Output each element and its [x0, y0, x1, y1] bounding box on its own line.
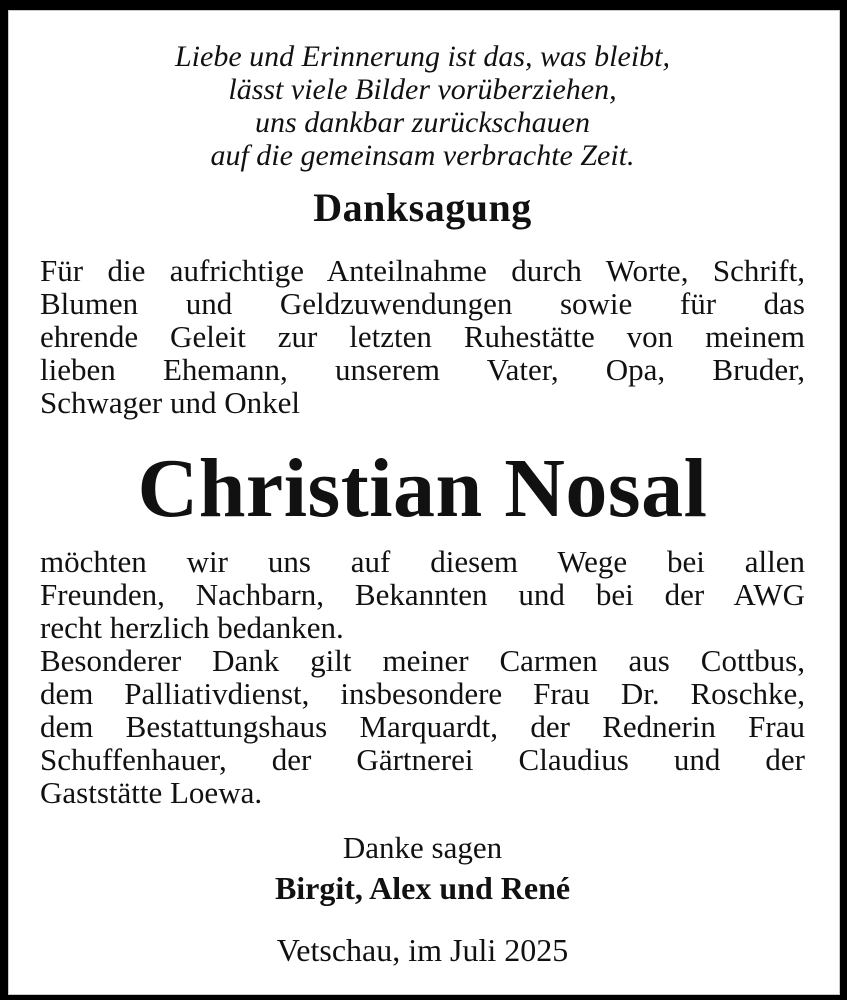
- special-thanks-paragraph-line: Gaststätte Loewa.: [40, 775, 263, 810]
- place-date: Vetschau, im Juli 2025: [276, 932, 569, 968]
- intro-paragraph-line: Schwager und Onkel: [40, 385, 300, 420]
- intro-paragraph-line: Blumen und Geldzuwendungen sowie für das: [40, 286, 805, 321]
- deceased-name: Christian Nosal: [137, 442, 708, 535]
- thanks-paragraph: [40, 545, 805, 644]
- memorial-verse-line: Liebe und Erinnerung ist das, was bleibt,: [175, 40, 670, 73]
- intro-paragraph-line: ehrende Geleit zur letzten Ruhestätte von meinem: [40, 319, 805, 354]
- memorial-verse-line: uns dankbar zurückschauen: [255, 106, 590, 139]
- intro-paragraph-line: lieben Ehemann, unserem Vater, Opa, Bruder,: [40, 352, 805, 387]
- notice-content: [8, 40, 840, 967]
- thanks-paragraph-line: möchten wir uns auf diesem Wege bei allen: [40, 544, 805, 579]
- memorial-verse-line: auf die gemeinsam verbrachte Zeit.: [210, 139, 635, 172]
- special-thanks-paragraph-line: Besonderer Dank gilt meiner Carmen aus Cottbus,: [40, 643, 805, 678]
- special-thanks-paragraph-line: dem Bestattungshaus Marquardt, der Rednerin Frau: [40, 709, 805, 744]
- special-thanks-paragraph-line: Schuffenhauer, der Gärtnerei Claudius und der: [40, 742, 805, 777]
- family-names: Birgit, Alex und René: [274, 870, 571, 906]
- memorial-verse-line: lässt viele Bilder vorüberziehen,: [228, 73, 617, 106]
- thanks-paragraph-line: recht herzlich bedanken.: [40, 610, 344, 645]
- special-thanks-paragraph-line: dem Palliativdienst, insbesondere Frau Dr. Roschke,: [40, 676, 805, 711]
- memorial-verse: [40, 40, 805, 172]
- notice-paper: [8, 10, 840, 995]
- special-thanks-paragraph: [40, 644, 805, 809]
- intro-paragraph-line: Für die aufrichtige Anteilnahme durch Worte, Schrift,: [40, 253, 805, 288]
- intro-paragraph: [40, 254, 805, 419]
- thanks-paragraph-line: Freunden, Nachbarn, Bekannten und bei der AWG: [40, 577, 805, 612]
- notice-heading: Danksagung: [313, 185, 532, 230]
- closing-lead: Danke sagen: [342, 830, 503, 865]
